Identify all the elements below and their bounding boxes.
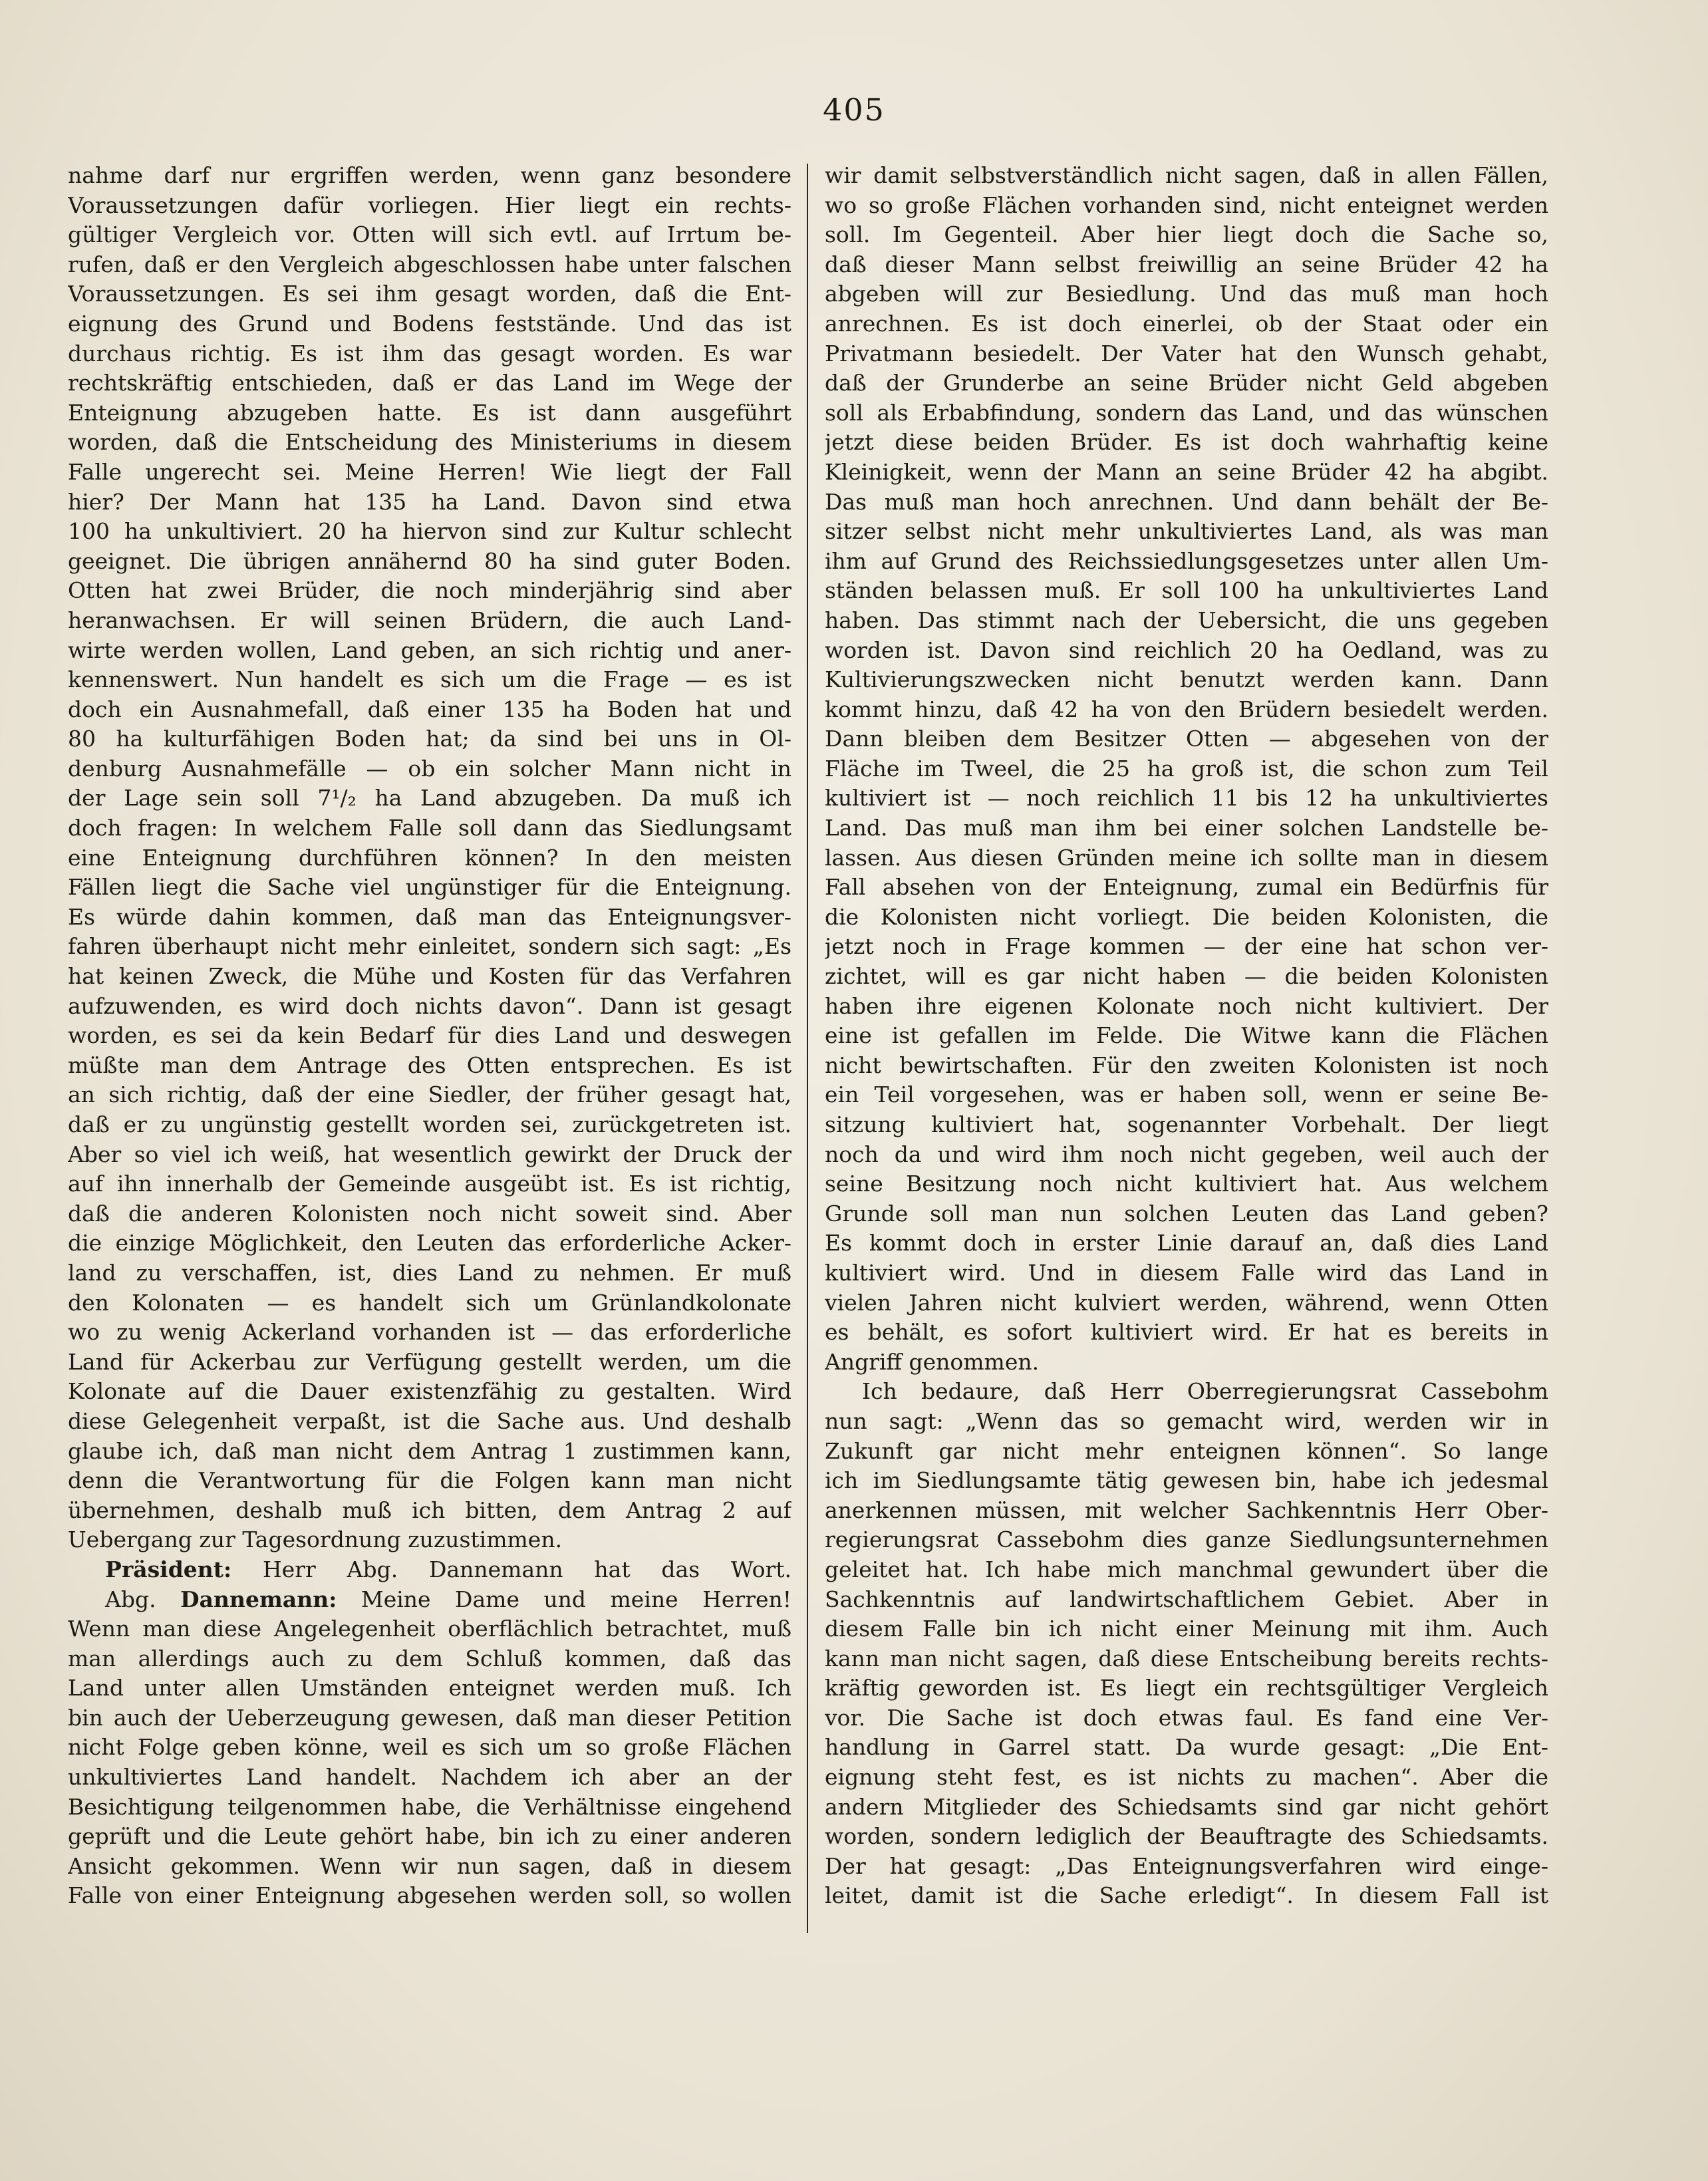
- line-text: Land für Ackerbau zur Verfügung gestellt werden, um die: [68, 1348, 791, 1375]
- text-line: [825, 1793, 1548, 1822]
- line-text: soll. Im Gegenteil. Aber hier liegt doch die Sache so,: [825, 221, 1548, 248]
- line-text: kommt hinzu, daß 42 ha von den Brüdern besiedelt werden.: [825, 696, 1548, 722]
- text-line: [68, 1881, 791, 1911]
- line-text: Es kommt doch in erster Linie darauf an, daß dies Land: [825, 1230, 1548, 1256]
- text-line: [68, 458, 791, 488]
- text-line: [68, 1021, 791, 1051]
- text-line: [68, 784, 791, 813]
- text-line: [68, 1229, 791, 1258]
- text-line: [68, 1793, 791, 1822]
- text-line: [825, 309, 1548, 339]
- line-text: anrechnen. Es ist doch einerlei, ob der Staat oder ein: [825, 310, 1548, 337]
- line-text: kennenswert. Nun handelt es sich um die Frage — es ist: [68, 666, 791, 693]
- line-text: diesem Falle bin ich nicht einer Meinung mit ihm. Auch: [825, 1616, 1548, 1642]
- line-text: denburg Ausnahmefälle — ob ein solcher Mann nicht in: [68, 755, 791, 782]
- text-line: [68, 1318, 791, 1348]
- text-line: [68, 962, 791, 992]
- text-line: [68, 1140, 791, 1170]
- text-line: [68, 1258, 791, 1288]
- text-line: [68, 724, 791, 754]
- text-line: [68, 606, 791, 636]
- line-text: Ich bedaure, daß Herr Oberregierungsrat Cassebohm: [862, 1378, 1548, 1405]
- line-text: doch ein Ausnahmefall, daß einer 135 ha Boden hat und: [68, 696, 791, 722]
- line-text: Kultivierungszwecken nicht benutzt werden kann. Dann: [825, 666, 1548, 693]
- text-line: [68, 517, 791, 547]
- text-line: [825, 1437, 1548, 1467]
- text-line: [68, 992, 791, 1022]
- text-line: [825, 636, 1548, 666]
- column-divider: [807, 164, 808, 1933]
- text-line: [825, 161, 1548, 191]
- line-text: anerkennen müssen, mit welcher Sachkenntnis Herr Ober-: [825, 1497, 1548, 1523]
- text-line: [825, 1199, 1548, 1229]
- line-text: Land. Das muß man ihm bei einer solchen Landstelle be-: [825, 815, 1548, 841]
- text-line: [68, 220, 791, 250]
- text-line: [825, 1822, 1548, 1852]
- line-text: es behält, es sofort kultiviert wird. Er hat es bereits in: [825, 1319, 1548, 1346]
- line-text: übernehmen, deshalb muß ich bitten, dem Antrag 2 auf: [68, 1497, 791, 1523]
- line-text: nahme darf nur ergriffen werden, wenn ganz besondere: [68, 162, 791, 188]
- text-line: [68, 1822, 791, 1852]
- right-column: [825, 161, 1548, 1911]
- text-line: [825, 695, 1548, 725]
- text-line: [68, 665, 791, 695]
- line-text: Otten hat zwei Brüder, die noch minderjährig sind aber: [68, 577, 791, 604]
- text-line: [825, 1614, 1548, 1644]
- line-text: wo zu wenig Ackerland vorhanden ist — das erforderliche: [68, 1319, 791, 1346]
- text-line: [68, 1407, 791, 1437]
- line-text: Angriff genommen.: [825, 1348, 1040, 1375]
- line-text: bin auch der Ueberzeugung gewesen, daß man dieser Petition: [68, 1704, 791, 1731]
- text-line: [825, 1703, 1548, 1733]
- text-line: [825, 1525, 1548, 1555]
- text-line: [825, 1763, 1548, 1793]
- text-line: [68, 903, 791, 933]
- line-text: Enteignung abzugeben hatte. Es ist dann ausgeführt: [68, 399, 791, 426]
- text-line: [825, 1258, 1548, 1288]
- text-line: [825, 724, 1548, 754]
- text-line: [68, 873, 791, 903]
- line-text: unkultiviertes Land handelt. Nachdem ich aber an der: [68, 1764, 791, 1791]
- line-text: Meine Dame und meine Herren!: [337, 1586, 791, 1612]
- line-text: eignung steht fest, es ist nichts zu machen“. Aber die: [825, 1764, 1548, 1791]
- line-text: andern Mitglieder des Schiedsamts sind gar nicht gehört: [825, 1793, 1548, 1820]
- text-line: [825, 488, 1548, 517]
- page-number: 405: [823, 92, 885, 128]
- text-line: [825, 1051, 1548, 1081]
- text-line: [68, 488, 791, 517]
- line-text: Voraussetzungen dafür vorliegen. Hier liegt ein rechts-: [68, 192, 791, 218]
- text-line: [68, 1496, 791, 1526]
- text-line: [68, 1466, 791, 1496]
- text-line: [825, 1585, 1548, 1615]
- line-text: den Kolonaten — es handelt sich um Grünlandkolonate: [68, 1289, 791, 1316]
- line-text: worden, daß die Entscheidung des Ministeriums in diesem: [68, 429, 791, 456]
- line-text: eine Enteignung durchführen können? In den meisten: [68, 844, 791, 871]
- line-text: Falle ungerecht sei. Meine Herren! Wie liegt der Fall: [68, 458, 791, 485]
- text-line: [825, 784, 1548, 813]
- text-line: [825, 1733, 1548, 1763]
- text-line: [825, 1021, 1548, 1051]
- line-text: aufzuwenden, es wird doch nichts davon“. Dann ist gesagt: [68, 992, 791, 1019]
- text-line: [825, 1080, 1548, 1110]
- line-text: sitzung kultiviert hat, sogenannter Vorbehalt. Der liegt: [825, 1111, 1548, 1137]
- text-line: [68, 368, 791, 398]
- text-line: [825, 517, 1548, 547]
- line-text: seine Besitzung noch nicht kultiviert hat. Aus welchem: [825, 1171, 1548, 1197]
- line-text: worden, sondern lediglich der Beauftragte des Schiedsamts.: [825, 1823, 1548, 1850]
- line-text: müßte man dem Antrage des Otten entsprechen. Es ist: [68, 1052, 791, 1078]
- line-text: Fall absehen von der Enteignung, zumal ein Bedürfnis für: [825, 874, 1548, 901]
- line-text: ein Teil vorgesehen, was er haben soll, wenn er seine Be-: [825, 1082, 1548, 1108]
- left-column: [68, 161, 791, 1911]
- line-text: soll als Erbabfindung, sondern das Land, und das wünschen: [825, 399, 1548, 426]
- line-text: worden ist. Davon sind reichlich 20 ha Oedland, was zu: [825, 637, 1548, 663]
- line-text: denn die Verantwortung für die Folgen kann man nicht: [68, 1467, 791, 1494]
- line-text: Grunde soll man nun solchen Leuten das Land geben?: [825, 1200, 1548, 1227]
- text-line: [825, 368, 1548, 398]
- line-text: wir damit selbstverständlich nicht sagen, daß in allen Fällen,: [825, 162, 1548, 188]
- line-text: Das muß man hoch anrechnen. Und dann behält der Be-: [825, 488, 1548, 515]
- text-line: [825, 1288, 1548, 1318]
- text-line: [68, 398, 791, 428]
- text-line: [825, 1110, 1548, 1140]
- line-text: auf ihn innerhalb der Gemeinde ausgeübt ist. Es ist richtig,: [68, 1171, 791, 1197]
- line-text: Sachkenntnis auf landwirtschaftlichem Gebiet. Aber in: [825, 1586, 1548, 1612]
- text-line: [825, 932, 1548, 962]
- speaker-prefix: Abg.: [105, 1586, 181, 1612]
- text-line: [68, 279, 791, 309]
- text-line: [825, 279, 1548, 309]
- text-line: [68, 547, 791, 577]
- text-line: [825, 398, 1548, 428]
- line-text: geleitet hat. Ich habe mich manchmal gewundert über die: [825, 1556, 1548, 1582]
- text-line: [68, 339, 791, 369]
- line-text: daß dieser Mann selbst freiwillig an seine Brüder 42 ha: [825, 251, 1548, 277]
- line-text: Voraussetzungen. Es sei ihm gesagt worden, daß die Ent-: [68, 281, 791, 307]
- line-text: diese Gelegenheit verpaßt, ist die Sache aus. Und deshalb: [68, 1407, 791, 1434]
- text-line: [825, 1496, 1548, 1526]
- text-line: [825, 1140, 1548, 1170]
- text-line: [68, 813, 791, 843]
- line-text: durchaus richtig. Es ist ihm das gesagt worden. Es war: [68, 340, 791, 366]
- text-line: [68, 1437, 791, 1467]
- text-line: [825, 1377, 1548, 1407]
- line-text: Der hat gesagt: „Das Enteignungsverfahren wird einge-: [825, 1852, 1548, 1879]
- text-line: [825, 339, 1548, 369]
- text-line: [68, 191, 791, 221]
- line-text: vielen Jahren nicht kulviert werden, während, wenn Otten: [825, 1289, 1548, 1316]
- text-line: [68, 1733, 791, 1763]
- text-line: [825, 1644, 1548, 1674]
- line-text: daß er zu ungünstig gestellt worden sei, zurückgetreten ist.: [68, 1111, 791, 1137]
- line-text: wo so große Flächen vorhanden sind, nicht enteignet werden: [825, 192, 1548, 218]
- text-line: [68, 1199, 791, 1229]
- text-line: [68, 1763, 791, 1793]
- line-text: noch da und wird ihm noch nicht gegeben, weil auch der: [825, 1141, 1548, 1167]
- line-text: Falle von einer Enteignung abgesehen werden soll, so wollen: [68, 1882, 791, 1909]
- text-line: [825, 1466, 1548, 1496]
- text-line: [68, 1585, 791, 1615]
- line-text: heranwachsen. Er will seinen Brüdern, die auch Land-: [68, 607, 791, 633]
- line-text: kultiviert wird. Und in diesem Falle wird das Land in: [825, 1259, 1548, 1286]
- line-text: kultiviert ist — noch reichlich 11 bis 12 ha unkultiviertes: [825, 785, 1548, 811]
- line-text: Uebergang zur Tagesordnung zuzustimmen.: [68, 1527, 563, 1553]
- line-text: glaube ich, daß man nicht dem Antrag 1 zustimmen kann,: [68, 1437, 791, 1464]
- line-text: sitzer selbst nicht mehr unkultiviertes Land, als was man: [825, 518, 1548, 545]
- line-text: daß die anderen Kolonisten noch nicht soweit sind. Aber: [68, 1200, 791, 1227]
- line-text: nicht Folge geben könne, weil es sich um so große Flächen: [68, 1734, 791, 1761]
- line-text: Aber so viel ich weiß, hat wesentlich gewirkt der Druck der: [68, 1141, 791, 1167]
- line-text: abgeben will zur Besiedlung. Und das muß man hoch: [825, 281, 1548, 307]
- line-text: land zu verschaffen, ist, dies Land zu nehmen. Er muß: [68, 1259, 791, 1286]
- text-line: [825, 843, 1548, 873]
- text-line: [825, 1318, 1548, 1348]
- text-line: [68, 1703, 791, 1733]
- line-text: Es würde dahin kommen, daß man das Enteignungsver-: [68, 903, 791, 930]
- line-text: fahren überhaupt nicht mehr einleitet, sondern sich sagt: „Es: [68, 933, 791, 960]
- text-line: [825, 220, 1548, 250]
- text-line: [68, 1614, 791, 1644]
- line-text: ich im Siedlungsamte tätig gewesen bin, habe ich jedesmal: [825, 1467, 1548, 1494]
- text-line: [68, 1288, 791, 1318]
- text-line: [825, 1881, 1548, 1911]
- text-line: [68, 1110, 791, 1140]
- line-text: daß der Grunderbe an seine Brüder nicht Geld abgeben: [825, 370, 1548, 396]
- text-line: [825, 962, 1548, 992]
- text-line: [825, 1555, 1548, 1585]
- text-line: [68, 1525, 791, 1555]
- line-text: jetzt noch in Frage kommen — der eine hat schon ver-: [825, 933, 1548, 960]
- text-line: [825, 1348, 1548, 1378]
- line-text: ihm auf Grund des Reichssiedlungsgesetzes unter allen Um-: [825, 547, 1548, 574]
- text-line: [68, 1377, 791, 1407]
- text-line: [68, 250, 791, 280]
- text-line: [825, 576, 1548, 606]
- line-text: doch fragen: In welchem Falle soll dann das Siedlungsamt: [68, 815, 791, 841]
- text-line: [825, 1229, 1548, 1258]
- line-text: Dann bleiben dem Besitzer Otten — abgesehen von der: [825, 726, 1548, 752]
- text-line: [825, 873, 1548, 903]
- line-text: hat keinen Zweck, die Mühe und Kosten für das Verfahren: [68, 963, 791, 990]
- line-text: Ansicht gekommen. Wenn wir nun sagen, daß in diesem: [68, 1852, 791, 1879]
- text-line: [68, 1051, 791, 1081]
- line-text: nun sagt: „Wenn das so gemacht wird, werden wir in: [825, 1407, 1548, 1434]
- text-line: [825, 1673, 1548, 1703]
- text-line: [825, 547, 1548, 577]
- line-text: jetzt diese beiden Brüder. Es ist doch wahrhaftig keine: [825, 429, 1548, 456]
- text-line: [68, 428, 791, 458]
- line-text: leitet, damit ist die Sache erledigt“. In diesem Fall ist: [825, 1882, 1548, 1909]
- text-line: [825, 1407, 1548, 1437]
- line-text: geeignet. Die übrigen annähernd 80 ha sind guter Boden.: [68, 547, 791, 574]
- text-line: [68, 309, 791, 339]
- text-line: [825, 992, 1548, 1022]
- text-line: [825, 458, 1548, 488]
- text-line: [68, 1348, 791, 1378]
- line-text: wirte werden wollen, Land geben, an sich richtig und aner-: [68, 637, 791, 663]
- text-line: [68, 1080, 791, 1110]
- text-line: [825, 250, 1548, 280]
- text-line: [825, 428, 1548, 458]
- line-text: 100 ha unkultiviert. 20 ha hiervon sind zur Kultur schlecht: [68, 518, 791, 545]
- text-line: [825, 665, 1548, 695]
- line-text: Land unter allen Umständen enteignet werden muß. Ich: [68, 1675, 791, 1701]
- text-line: [68, 1555, 791, 1585]
- line-text: Herr Abg. Dannemann hat das Wort.: [231, 1556, 791, 1582]
- text-line: [68, 161, 791, 191]
- line-text: lassen. Aus diesen Gründen meine ich sollte man in diesem: [825, 844, 1548, 871]
- line-text: handlung in Garrel statt. Da wurde gesagt: „Die Ent-: [825, 1734, 1548, 1761]
- line-text: eignung des Grund und Bodens feststände. Und das ist: [68, 310, 791, 337]
- line-text: Kolonate auf die Dauer existenzfähig zu gestalten. Wird: [68, 1378, 791, 1405]
- text-line: [68, 932, 791, 962]
- line-text: zichtet, will es gar nicht haben — die beiden Kolonisten: [825, 963, 1548, 990]
- line-text: der Lage sein soll 7¹/₂ ha Land abzugeben. Da muß ich: [68, 785, 791, 811]
- text-line: [68, 1673, 791, 1703]
- line-text: kann man nicht sagen, daß diese Entscheibung bereits rechts-: [825, 1645, 1548, 1672]
- text-line: [68, 1644, 791, 1674]
- text-line: [68, 843, 791, 873]
- text-line: [825, 903, 1548, 933]
- line-text: rufen, daß er den Vergleich abgeschlossen habe unter falschen: [68, 251, 791, 277]
- line-text: hier? Der Mann hat 135 ha Land. Davon sind etwa: [68, 488, 791, 515]
- line-text: vor. Die Sache ist doch etwas faul. Es fand eine Ver-: [825, 1704, 1548, 1731]
- speaker-name: Präsident:: [105, 1556, 232, 1582]
- line-text: man allerdings auch zu dem Schluß kommen, daß das: [68, 1645, 791, 1672]
- line-text: ständen belassen muß. Er soll 100 ha unkultiviertes Land: [825, 577, 1548, 604]
- text-line: [68, 695, 791, 725]
- line-text: die einzige Möglichkeit, den Leuten das erforderliche Acker-: [68, 1230, 791, 1256]
- line-text: Kleinigkeit, wenn der Mann an seine Brüder 42 ha abgibt.: [825, 458, 1548, 485]
- line-text: geprüft und die Leute gehört habe, bin ich zu einer anderen: [68, 1823, 791, 1850]
- text-line: [68, 754, 791, 784]
- line-text: kräftig geworden ist. Es liegt ein rechtsgültiger Vergleich: [825, 1675, 1548, 1701]
- line-text: rechtskräftig entschieden, daß er das Land im Wege der: [68, 370, 791, 396]
- text-line: [825, 191, 1548, 221]
- line-text: Privatmann besiedelt. Der Vater hat den Wunsch gehabt,: [825, 340, 1548, 366]
- line-text: die Kolonisten nicht vorliegt. Die beiden Kolonisten, die: [825, 903, 1548, 930]
- line-text: Fläche im Tweel, die 25 ha groß ist, die schon zum Teil: [825, 755, 1548, 782]
- line-text: worden, es sei da kein Bedarf für dies Land und deswegen: [68, 1022, 791, 1049]
- line-text: haben. Das stimmt nach der Uebersicht, die uns gegeben: [825, 607, 1548, 633]
- line-text: 80 ha kulturfähigen Boden hat; da sind bei uns in Ol-: [68, 726, 791, 752]
- line-text: eine ist gefallen im Felde. Die Witwe kann die Flächen: [825, 1022, 1548, 1049]
- line-text: nicht bewirtschaften. Für den zweiten Kolonisten ist noch: [825, 1052, 1548, 1078]
- line-text: Besichtigung teilgenommen habe, die Verhältnisse eingehend: [68, 1793, 791, 1820]
- text-line: [68, 1169, 791, 1199]
- line-text: gültiger Vergleich vor. Otten will sich evtl. auf Irrtum be-: [68, 221, 791, 248]
- line-text: Fällen liegt die Sache viel ungünstiger für die Enteignung.: [68, 874, 791, 901]
- line-text: regierungsrat Cassebohm dies ganze Siedlungsunternehmen: [825, 1527, 1548, 1553]
- text-line: [825, 813, 1548, 843]
- line-text: haben ihre eigenen Kolonate noch nicht kultiviert. Der: [825, 992, 1548, 1019]
- text-line: [825, 1852, 1548, 1882]
- speaker-name: Dannemann:: [180, 1586, 337, 1612]
- text-line: [825, 606, 1548, 636]
- text-line: [68, 636, 791, 666]
- line-text: Wenn man diese Angelegenheit oberflächlich betrachtet, muß: [68, 1616, 791, 1642]
- text-line: [825, 1169, 1548, 1199]
- line-text: Zukunft gar nicht mehr enteignen können“. So lange: [825, 1437, 1548, 1464]
- line-text: an sich richtig, daß der eine Siedler, der früher gesagt hat,: [68, 1082, 791, 1108]
- text-line: [68, 576, 791, 606]
- text-line: [825, 754, 1548, 784]
- text-line: [68, 1852, 791, 1882]
